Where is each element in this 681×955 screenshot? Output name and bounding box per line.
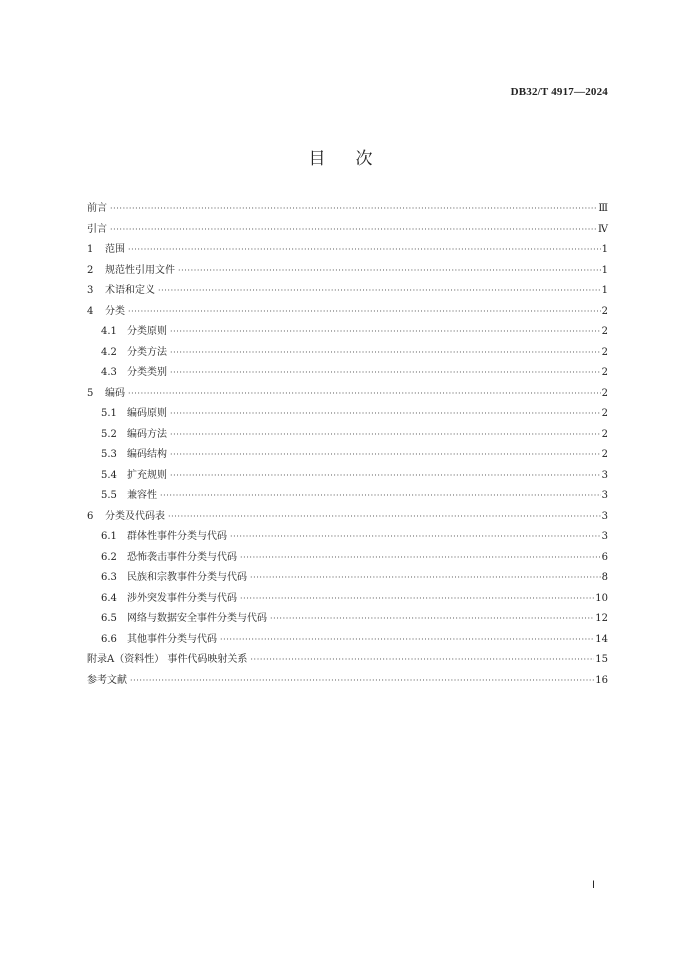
toc-entry-number: 4.1: [101, 326, 117, 337]
toc-entry-title: 网络与数据安全事件分类与代码: [127, 613, 267, 624]
page-title: 目次: [308, 149, 403, 169]
toc-leader-dots: [170, 368, 601, 377]
toc-entry-number: 5.2: [101, 428, 117, 440]
toc-entry[interactable]: [87, 322, 608, 343]
toc-leader-dots: [168, 512, 601, 521]
standard-code: DB32/T 4917—2024: [510, 86, 608, 98]
toc-entry-page: 2: [601, 387, 608, 399]
toc-entry-number: 6: [87, 510, 94, 522]
toc-leader-dots: [130, 676, 594, 685]
table-of-contents: [87, 199, 608, 691]
toc-leader-dots: [270, 614, 594, 623]
toc-entry-title: 附录A（资料性） 事件代码映射关系: [87, 654, 248, 665]
toc-leader-dots: [128, 389, 601, 398]
toc-entry-title: 规范性引用文件: [105, 264, 175, 276]
toc-entry-page: 8: [601, 572, 608, 583]
toc-entry-number: 2: [87, 264, 94, 276]
toc-entry-title: 引言: [87, 223, 107, 235]
toc-entry-title: 编码: [105, 387, 125, 399]
toc-entry[interactable]: [87, 302, 608, 323]
toc-entry-page: 10: [595, 592, 608, 604]
toc-entry-title: 参考文献: [87, 674, 127, 686]
toc-entry-title: 术语和定义: [105, 285, 155, 296]
toc-entry[interactable]: [87, 281, 608, 302]
toc-entry[interactable]: [87, 568, 608, 589]
toc-leader-dots: [230, 532, 601, 541]
toc-leader-dots: [170, 471, 601, 480]
toc-entry-page: 14: [595, 633, 608, 645]
toc-entry-number: 4: [87, 305, 94, 317]
toc-entry[interactable]: [87, 363, 608, 384]
toc-entry-page: 12: [595, 613, 608, 624]
toc-entry[interactable]: [87, 486, 608, 507]
toc-entry[interactable]: [87, 548, 608, 569]
toc-entry-title: 编码结构: [127, 449, 167, 460]
toc-entry[interactable]: [87, 445, 608, 466]
toc-entry-page: 1: [601, 264, 608, 276]
toc-entry-page: 2: [601, 449, 608, 460]
toc-entry-number: 5.4: [101, 469, 117, 481]
toc-entry-page: 2: [601, 346, 608, 358]
toc-leader-dots: [128, 245, 601, 254]
toc-leader-dots: [178, 266, 601, 275]
toc-entry[interactable]: [87, 261, 608, 282]
toc-entry-title: 涉外突发事件分类与代码: [127, 592, 237, 604]
toc-leader-dots: [158, 286, 601, 295]
toc-leader-dots: [170, 450, 601, 459]
toc-entry-page: Ⅲ: [598, 203, 608, 214]
toc-entry-page: 3: [601, 469, 608, 481]
toc-entry[interactable]: [87, 650, 608, 671]
toc-entry[interactable]: [87, 466, 608, 487]
toc-leader-dots: [170, 327, 601, 336]
toc-leader-dots: [250, 573, 601, 582]
toc-entry[interactable]: [87, 527, 608, 548]
toc-entry-title: 分类及代码表: [105, 510, 165, 522]
toc-entry-page: 3: [601, 531, 608, 542]
toc-entry-number: 5.3: [101, 449, 117, 460]
toc-entry-number: 6.1: [101, 531, 117, 542]
toc-entry[interactable]: [87, 199, 608, 220]
toc-entry[interactable]: [87, 589, 608, 610]
toc-leader-dots: [110, 204, 597, 213]
toc-leader-dots: [170, 430, 601, 439]
toc-entry-number: 6.2: [101, 551, 117, 563]
toc-entry-page: 3: [601, 510, 608, 522]
toc-leader-dots: [170, 409, 601, 418]
toc-entry-page: 2: [601, 326, 608, 337]
toc-entry-page: 2: [601, 408, 608, 419]
toc-entry-title: 分类方法: [127, 346, 167, 358]
toc-leader-dots: [240, 553, 601, 562]
page-number: Ⅰ: [592, 880, 595, 891]
toc-entry-title: 分类类别: [127, 367, 167, 378]
toc-entry-title: 分类: [105, 305, 125, 317]
toc-entry[interactable]: [87, 404, 608, 425]
toc-entry-title: 恐怖袭击事件分类与代码: [127, 551, 237, 563]
toc-entry-title: 范围: [105, 244, 125, 255]
toc-entry-number: 4.2: [101, 346, 117, 358]
toc-entry-page: 1: [601, 285, 608, 296]
toc-entry-number: 6.4: [101, 592, 117, 604]
toc-entry-number: 3: [87, 285, 94, 296]
toc-entry-title: 编码原则: [127, 408, 167, 419]
toc-entry-number: 5.1: [101, 408, 117, 419]
toc-entry-page: Ⅳ: [598, 223, 608, 235]
toc-entry-title: 编码方法: [127, 428, 167, 440]
toc-entry-page: 2: [601, 428, 608, 440]
toc-entry[interactable]: [87, 240, 608, 261]
toc-entry-title: 民族和宗教事件分类与代码: [127, 572, 247, 583]
toc-entry[interactable]: [87, 220, 608, 241]
toc-entry-number: 6.3: [101, 572, 117, 583]
toc-entry-page: 2: [601, 367, 608, 378]
toc-leader-dots: [128, 307, 601, 316]
toc-entry-number: 1: [87, 244, 94, 255]
toc-leader-dots: [220, 635, 594, 644]
toc-entry-title: 前言: [87, 203, 107, 214]
toc-entry-page: 6: [601, 551, 608, 563]
toc-entry-page: 3: [601, 490, 608, 501]
toc-leader-dots: [160, 491, 601, 500]
toc-entry-title: 分类原则: [127, 326, 167, 337]
toc-entry[interactable]: [87, 630, 608, 651]
toc-leader-dots: [110, 225, 597, 234]
toc-entry-title: 其他事件分类与代码: [127, 633, 217, 645]
toc-entry-title: 群体性事件分类与代码: [127, 531, 227, 542]
toc-entry[interactable]: [87, 384, 608, 405]
toc-entry-number: 6.6: [101, 633, 117, 645]
toc-entry-number: 5: [87, 387, 94, 399]
toc-entry-number: 5.5: [101, 490, 117, 501]
toc-leader-dots: [170, 348, 601, 357]
toc-entry-number: 6.5: [101, 613, 117, 624]
toc-entry[interactable]: [87, 343, 608, 364]
toc-leader-dots: [240, 594, 594, 603]
toc-entry-page: 2: [601, 305, 608, 317]
toc-entry-page: 15: [595, 654, 608, 665]
toc-entry-title: 扩充规则: [127, 469, 167, 481]
toc-entry-number: 4.3: [101, 367, 117, 378]
toc-entry-page: 16: [595, 674, 608, 686]
toc-entry[interactable]: [87, 609, 608, 630]
toc-leader-dots: [250, 655, 594, 664]
toc-entry-page: 1: [601, 244, 608, 255]
toc-entry[interactable]: [87, 671, 608, 692]
toc-entry[interactable]: [87, 425, 608, 446]
toc-entry[interactable]: [87, 507, 608, 528]
toc-entry-title: 兼容性: [127, 490, 157, 501]
